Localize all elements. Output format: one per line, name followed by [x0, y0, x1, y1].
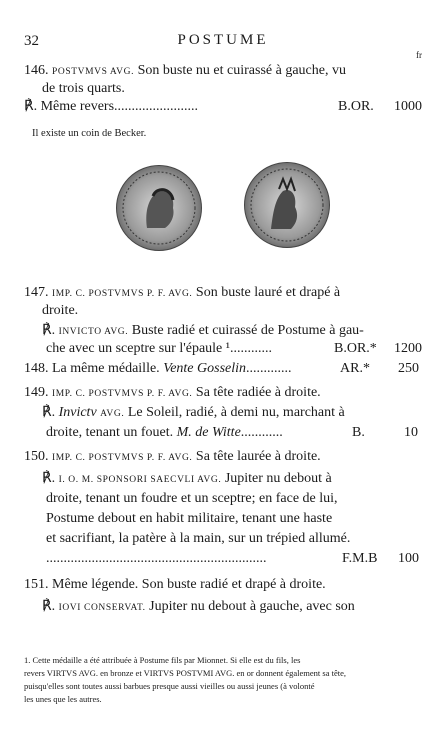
entry-147-reverse-line2: che avec un sceptre sur l'épaule ¹............ [46, 341, 272, 356]
entry-148-line: 148. La même médaille. Vente Gosselin............. [24, 361, 292, 376]
entry-149-metal: B. [352, 425, 365, 440]
footnote-line2: revers VIRTVS AVG. en bronze et VIRTVS POSTVMI AVG. en or donnent également sa tête, [24, 668, 347, 678]
entry-146-line2: de trois quarts. [42, 81, 125, 96]
entry-148-metal: AR.* [340, 361, 370, 376]
footnote-line1: 1. Cette médaille a été attribuée à Postume fils par Mionnet. Si elle est du fils, les [24, 655, 301, 665]
entry-147-metal: B.OR.* [334, 341, 377, 356]
entry-151-line1: 151. Même légende. Son buste radié et drapé à droite. [24, 577, 326, 592]
entry-150-reverse-line4: et sacrifiant, la patère à la main, sur un trépied allumé. [46, 531, 351, 546]
entry-150-line1: 150. IMP. C. POSTVMVS P. F. AVG. Sa tête laurée à droite. [24, 449, 321, 464]
entry-147-reverse-line1: ℟. INVICTO AVG. Buste radié et cuirassé de Postume à gau- [42, 323, 364, 338]
entry-149-reverse-line2: droite, tenant un fouet. M. de Witte............ [46, 425, 283, 440]
entry-150-reverse-line3: Postume debout en habit militaire, tenant une haste [46, 511, 333, 526]
entry-149-reverse-line1: ℟. Invictv AVG. Le Soleil, radié, à demi nu, marchant à [42, 405, 345, 420]
footnote-line4: les unes que les autres. [24, 694, 102, 704]
note-becker: Il existe un coin de Becker. [32, 128, 147, 139]
footnote-line3: puisqu'elles sont toutes aussi barbues presque aussi vieilles ou aussi jeunes (à volonté [24, 681, 315, 691]
entry-151-reverse-line1: ℟. IOVI CONSERVAT. Jupiter nu debout à gauche, avec son [42, 599, 355, 614]
entry-147-line1: 147. IMP. C. POSTVMVS P. F. AVG. Son buste lauré et drapé à [24, 285, 341, 300]
entry-149-price: 10 [404, 425, 418, 440]
entry-146-reverse: ℟. Même revers........................ [24, 99, 199, 114]
margin-mark: fr [416, 50, 422, 60]
entry-149-line1: 149. IMP. C. POSTVMVS P. F. AVG. Sa tête radiée à droite. [24, 385, 321, 400]
entry-150-price: 100 [398, 551, 419, 566]
entry-146-metal: B.OR. [338, 99, 374, 114]
entry-150-metal: F.M.B [342, 551, 378, 566]
entry-148-price: 250 [398, 361, 419, 376]
coin-reverse-image [244, 162, 330, 248]
entry-146-line1: 146. POSTVMVS AVG. Son buste nu et cuirassé à gauche, vu [24, 63, 346, 78]
page-number: 32 [24, 33, 39, 49]
entry-146-price: 1000 [394, 99, 422, 114]
entry-150-reverse-line1: ℟. I. O. M. SPONSORI SAECVLI AVG. Jupiter nu debout à [42, 471, 332, 486]
coin-obverse-image [116, 165, 202, 251]
entry-147-line2: droite. [42, 303, 79, 318]
page-title: POSTUME [177, 32, 269, 48]
entry-147-price: 1200 [394, 341, 422, 356]
entry-150-reverse-line2: droite, tenant un foudre et un sceptre; en face de lui, [46, 491, 338, 506]
entry-150-dots: ............................................................... [46, 551, 267, 566]
